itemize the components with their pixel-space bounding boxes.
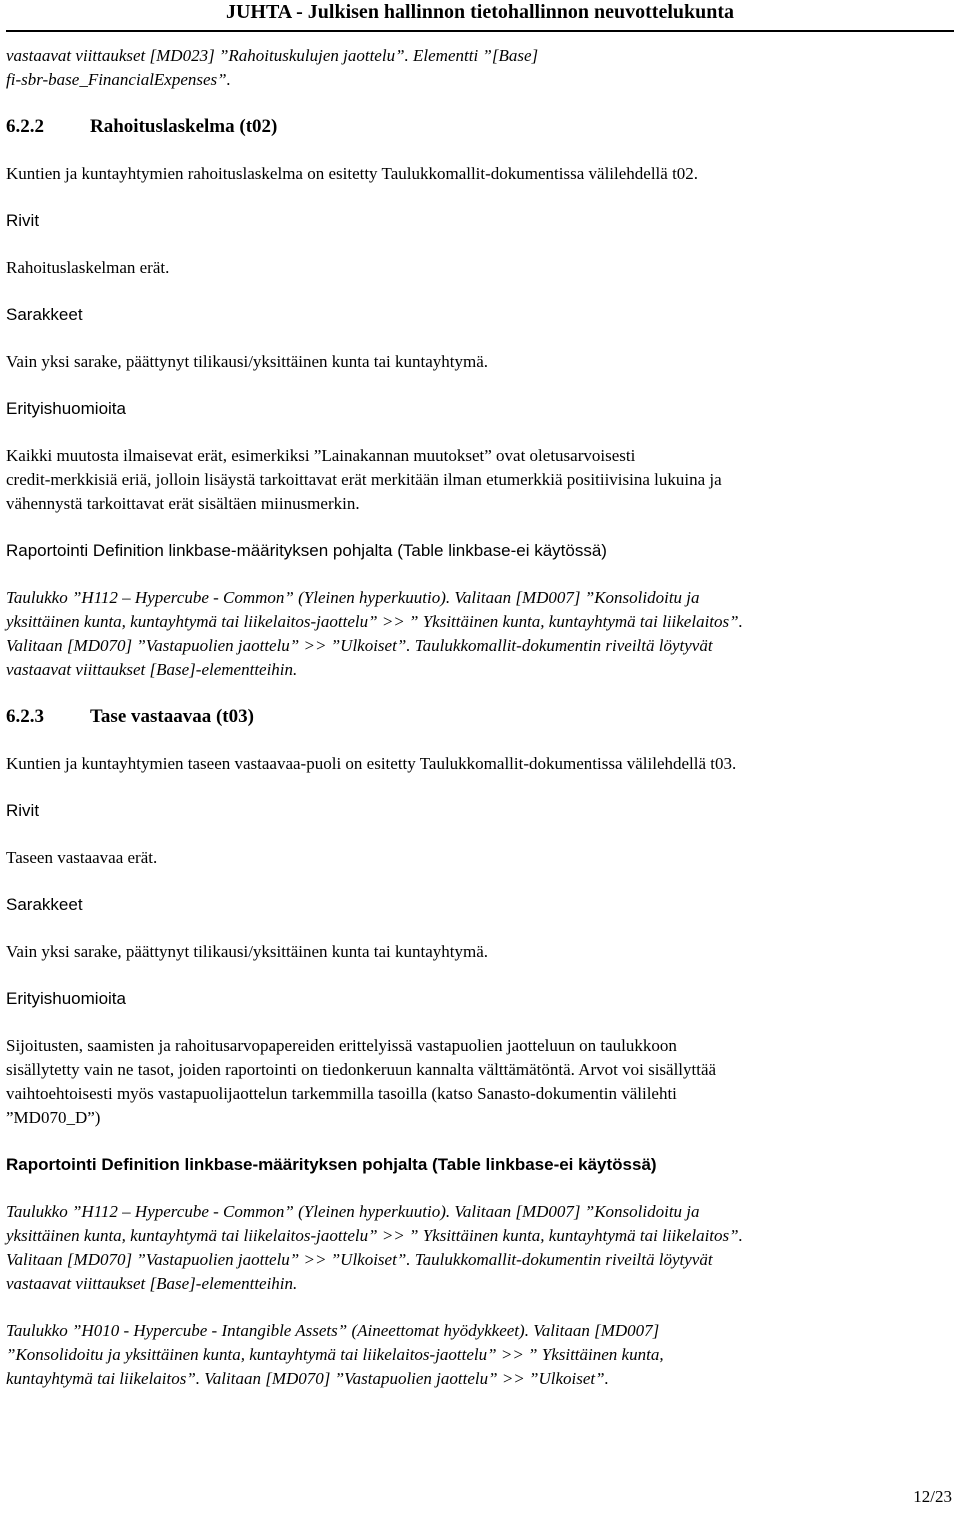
reporting-label: Raportointi Definition linkbase-määrityksen pohjalta (Table linkbase-ei käytössä) (6, 1155, 657, 1174)
notes-line: sisällytetty vain ne tasot, joiden raportointi on tiedonkeruun kannalta välttämätöntä. Arvot voi sisällyttää (6, 1060, 717, 1079)
table-name: Taulukko ”H010 - Hypercube - Intangible Assets” (Aineettomat hyödykkeet). (6, 1321, 529, 1340)
reporting-line: ”Konsolidoitu ja yksittäinen kunta, kuntayhtymä tai liikelaitos-jaottelu” >> ” Yksittäinen kunta, (6, 1345, 664, 1364)
section-description: Kuntien ja kuntayhtymien taseen vastaavaa-puoli on esitetty Taulukkomallit-dokumentissa välilehdellä t03. (6, 754, 737, 773)
reporting-line: vastaavat viittaukset [Base]-elementteihin. (6, 660, 298, 679)
reporting-line (6, 1248, 954, 1272)
reporting-label: Raportointi Definition linkbase-määrityksen pohjalta (Table linkbase-ei käytössä) (6, 541, 607, 560)
reporting-line (6, 586, 954, 610)
table-name: Taulukko ”H112 – Hypercube - Common” (Yleinen hyperkuutio). (6, 1202, 451, 1221)
section-description: Kuntien ja kuntayhtymien rahoituslaskelma on esitetty Taulukkomallit-dokumentissa välilehdellä t02. (6, 164, 699, 183)
reporting-text: Valitaan [MD007] ”Konsolidoitu ja (450, 1202, 700, 1221)
rows-label: Rivit (6, 211, 40, 230)
notes-line: ”MD070_D”) (6, 1108, 101, 1127)
notes-paragraph (6, 1034, 954, 1130)
reporting-line: vastaavat viittaukset [Base]-elementteihin. (6, 1274, 298, 1293)
rows-text: Rahoituslaskelman erät. (6, 258, 170, 277)
notes-label: Erityishuomioita (6, 399, 126, 418)
reporting-line (6, 1319, 954, 1343)
reporting-text: Valitaan [MD070] ”Vastapuolien jaottelu” >> ”Ulkoiset”. (6, 636, 411, 655)
columns-label: Sarakkeet (6, 305, 83, 324)
reporting-text: Taulukkomallit-dokumentin riveiltä löytyvät (410, 636, 713, 655)
section-heading-6-2-3 (6, 705, 954, 729)
notes-line: Sijoitusten, saamisten ja rahoitusarvopapereiden erittelyissä vastapuolien jaotteluun on taulukkoon (6, 1036, 677, 1055)
reporting-line (6, 634, 954, 658)
reporting-line: yksittäinen kunta, kuntayhtymä tai liikelaitos-jaottelu” >> ” Yksittäinen kunta, kuntayhtymä tai liikelaitos”. (6, 1226, 743, 1245)
reporting-line: kuntayhtymä tai liikelaitos”. Valitaan [MD070] ”Vastapuolien jaottelu” >> ”Ulkoiset”. (6, 1369, 609, 1388)
notes-paragraph (6, 444, 954, 516)
section-heading-6-2-2 (6, 115, 954, 139)
reporting-paragraph (6, 1200, 954, 1296)
table-name: Taulukko ”H112 – Hypercube - Common” (Yleinen hyperkuutio). (6, 588, 451, 607)
rows-label: Rivit (6, 801, 40, 820)
reporting-paragraph (6, 1319, 954, 1391)
columns-text: Vain yksi sarake, päättynyt tilikausi/yksittäinen kunta tai kuntayhtymä. (6, 352, 489, 371)
notes-line: vähennystä tarkoittavat erät sisältäen miinusmerkin. (6, 494, 360, 513)
section-number: 6.2.3 (6, 706, 44, 727)
reporting-text: Valitaan [MD007] ”Konsolidoitu ja (450, 588, 700, 607)
header-rule (6, 30, 954, 32)
section-title: Tase vastaavaa (t03) (90, 706, 254, 727)
notes-line: Kaikki muutosta ilmaisevat erät, esimerkiksi ”Lainakannan muutokset” ovat oletusarvoisesti (6, 446, 636, 465)
reporting-text: Taulukkomallit-dokumentin riveiltä löytyvät (410, 1250, 713, 1269)
section-number: 6.2.2 (6, 116, 44, 137)
notes-label: Erityishuomioita (6, 989, 126, 1008)
reporting-text: Valitaan [MD007] (528, 1321, 660, 1340)
page-number: 12/23 (913, 1487, 952, 1506)
section-title: Rahoituslaskelma (t02) (90, 116, 278, 137)
columns-text: Vain yksi sarake, päättynyt tilikausi/yksittäinen kunta tai kuntayhtymä. (6, 942, 489, 961)
notes-line: vaihtoehtoisesti myös vastapuolijaottelun tarkemmilla tasoilla (katso Sanasto-dokumentin välilehti (6, 1084, 677, 1103)
reporting-line (6, 1200, 954, 1224)
notes-line: credit-merkkisiä eriä, jolloin lisäystä tarkoittavat erät merkitään ilman etumerkkiä positiivisina lukuina ja (6, 470, 722, 489)
intro-line: fi-sbr-base_FinancialExpenses”. (6, 70, 231, 89)
reporting-paragraph (6, 586, 954, 682)
reporting-text: Valitaan [MD070] ”Vastapuolien jaottelu” >> ”Ulkoiset”. (6, 1250, 411, 1269)
intro-line: vastaavat viittaukset [MD023] ”Rahoituskulujen jaottelu”. Elementti ”[Base] (6, 46, 539, 65)
document-body (6, 44, 954, 1414)
columns-label: Sarakkeet (6, 895, 83, 914)
reporting-line: yksittäinen kunta, kuntayhtymä tai liikelaitos-jaottelu” >> ” Yksittäinen kunta, kuntayhtymä tai liikelaitos”. (6, 612, 743, 631)
rows-text: Taseen vastaavaa erät. (6, 848, 158, 867)
intro-paragraph (6, 44, 954, 92)
page-header: JUHTA - Julkisen hallinnon tietohallinnon neuvottelukunta (225, 1, 735, 23)
